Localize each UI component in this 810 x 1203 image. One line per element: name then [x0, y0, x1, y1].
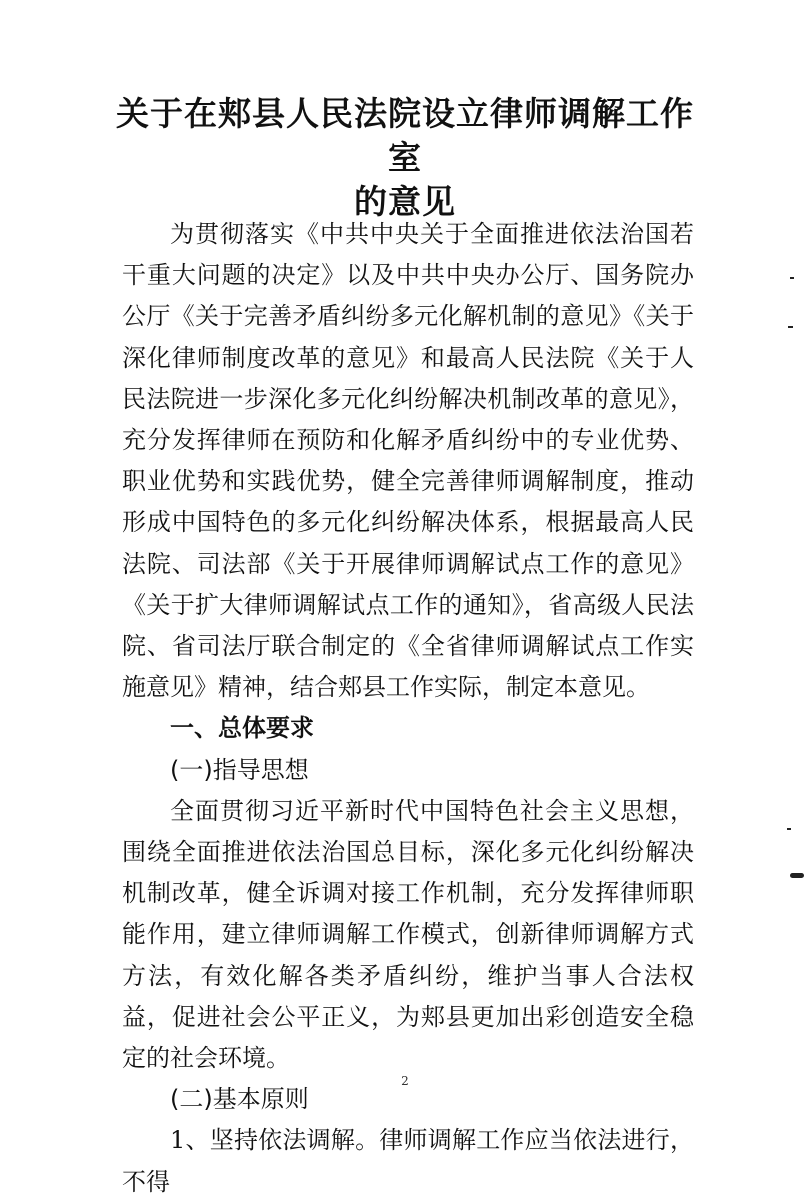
- scan-speck: [787, 828, 791, 830]
- subsection-heading: (二)基本原则: [170, 1085, 309, 1114]
- paragraph-principle-1: 1、坚持依法调解。律师调解工作应当依法进行，不得: [122, 1126, 694, 1196]
- scan-speck: [790, 277, 794, 279]
- title-line-2: 的意见: [354, 182, 456, 221]
- paragraph-guiding-ideology: 全面贯彻习近平新时代中国特色社会主义思想，围绕全面推进依法治国总目标，深化多元化纠纷解决机制改革，健全诉调对接工作机制，充分发挥律师职能作用，建立律师调解工作模式，创新律师调解方式方法，有效化解各类矛盾纠纷，维护当事人合法权益，促进社会公平正义，为郏县更加出彩创造安全稳定的社会环境。: [122, 796, 694, 1073]
- scan-speck: [788, 326, 793, 328]
- document-body: [122, 214, 694, 1203]
- page-number: 2: [401, 1074, 409, 1088]
- section-heading: 一、总体要求: [170, 714, 314, 743]
- title-line-1: 关于在郏县人民法院设立律师调解工作室: [116, 94, 694, 177]
- subsection-heading: (一)指导思想: [170, 755, 309, 784]
- document-title: [100, 92, 710, 224]
- paragraph-preamble: 为贯彻落实《中共中央关于全面推进依法治国若干重大问题的决定》以及中共中央办公厅、国务院办公厅《关于完善矛盾纠纷多元化解机制的意见》《关于深化律师制度改革的意见》和最高人民法院《关于人民法院进一步深化多元化纠纷解决机制改革的意见》，充分发挥律师在预防和化解矛盾纠纷中的专业优势、职业优势和实践优势，健全完善律师调解制度，推动形成中国特色的多元化纠纷解决体系，根据最高人民法院、司法部《关于开展律师调解试点工作的意见》《关于扩大律师调解试点工作的通知》，省高级人民法院、省司法厅联合制定的《全省律师调解试点工作实施意见》精神，结合郏县工作实际，制定本意见。: [122, 220, 694, 702]
- scan-speck: [790, 873, 804, 878]
